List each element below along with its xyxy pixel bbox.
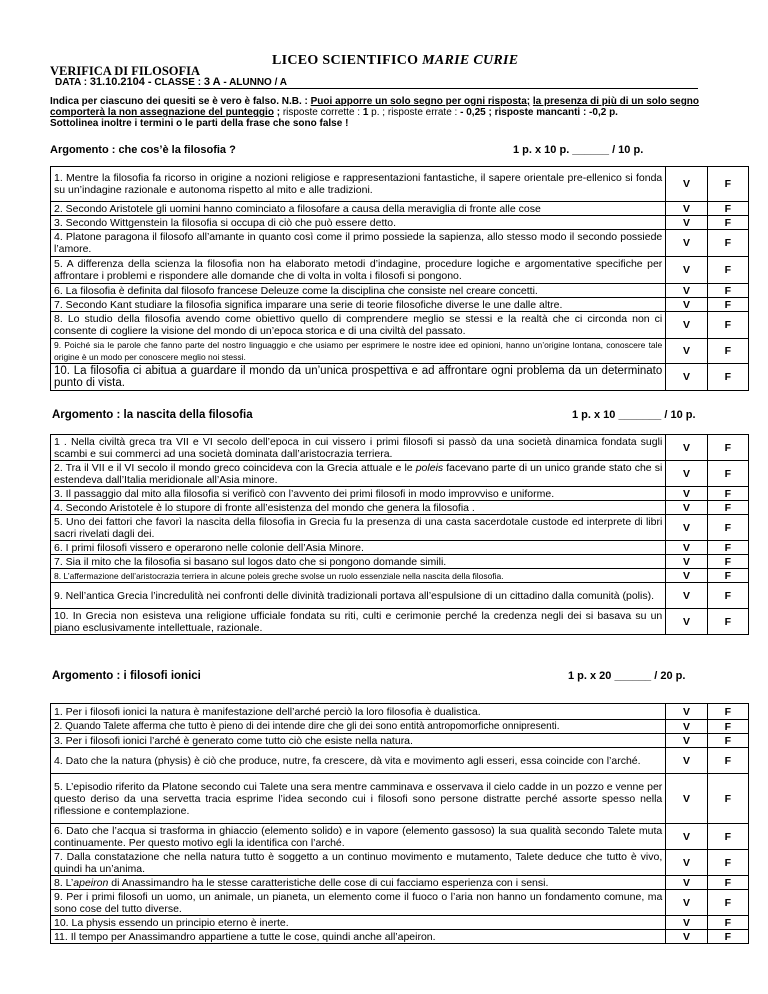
question-text: 3. Il passaggio dal mito alla filosofia si verificò con l’avvento dei primi filosofi in modo improvviso e uniforme. bbox=[51, 487, 666, 501]
question-table bbox=[50, 166, 749, 391]
false-option[interactable]: F bbox=[707, 583, 748, 609]
student-name-line[interactable] bbox=[188, 88, 698, 89]
question-text: 8. L’affermazione dell’aristocrazia terriera in alcune poleis greche svolse un ruolo essenziale nella nascita della filosofia. bbox=[51, 569, 666, 583]
false-option[interactable]: F bbox=[707, 167, 748, 202]
question-text: 11. Il tempo per Anassimandro appartiene a tutte le cose, quindi anche all’apeiron. bbox=[51, 930, 666, 944]
question-text: 10. La physis essendo un principio eterno è inerte. bbox=[51, 916, 666, 930]
true-option[interactable]: V bbox=[666, 298, 707, 312]
false-option[interactable]: F bbox=[707, 569, 748, 583]
false-option[interactable]: F bbox=[707, 930, 748, 944]
true-option[interactable]: V bbox=[666, 461, 707, 487]
section-title: Argomento : i filosofi ionici bbox=[52, 670, 201, 682]
false-option[interactable]: F bbox=[707, 435, 748, 461]
school-title: LICEO SCIENTIFICO MARIE CURIE bbox=[272, 53, 519, 68]
question-text: 10. La filosofia ci abitua a guardare il mondo da un’unica prospettiva e ad affrontare ogni problema da un determinato punto di vista. bbox=[51, 364, 666, 391]
true-option[interactable]: V bbox=[666, 734, 707, 748]
true-option[interactable]: V bbox=[666, 501, 707, 515]
true-option[interactable]: V bbox=[666, 555, 707, 569]
true-option[interactable]: V bbox=[666, 583, 707, 609]
false-option[interactable]: F bbox=[707, 461, 748, 487]
false-option[interactable]: F bbox=[707, 774, 748, 824]
question-text: 8. Lo studio della filosofia avendo come obiettivo quello di comprendere meglio se stessi e la realtà che ci circonda non ci consente di cogliere la visione del mondo di un’epoca storica e di una civiltà del passato. bbox=[51, 312, 666, 339]
question-text: 2. Secondo Aristotele gli uomini hanno cominciato a filosofare a causa della meraviglia di fronte alle cose bbox=[51, 202, 666, 216]
false-option[interactable]: F bbox=[707, 541, 748, 555]
section-title: Argomento : che cos’è la filosofia ? bbox=[50, 144, 236, 156]
true-option[interactable]: V bbox=[666, 569, 707, 583]
true-option[interactable]: V bbox=[666, 216, 707, 230]
false-option[interactable]: F bbox=[707, 916, 748, 930]
question-text: 5. A differenza della scienza la filosofia non ha elaborato metodi d’indagine, procedure logiche e argomentative specifiche per affrontare i problemi e rispondere alle domande che di volta in volta i filosofi si pongono. bbox=[51, 257, 666, 284]
question-text: 7. Sia il mito che la filosofia si basano sul logos dato che si pongono domande simili. bbox=[51, 555, 666, 569]
section-title: Argomento : la nascita della filosofia bbox=[52, 409, 253, 421]
false-option[interactable]: F bbox=[707, 487, 748, 501]
false-option[interactable]: F bbox=[707, 339, 748, 364]
false-option[interactable]: F bbox=[707, 364, 748, 391]
question-text: 4. Dato che la natura (physis) è ciò che produce, nutre, fa crescere, dà vita e movimento agli esseri, essa coincide con l’arché. bbox=[51, 748, 666, 774]
question-text: 1 . Nella civiltà greca tra VII e VI secolo dell’epoca in cui vissero i primi filosofi si passò da una società dinamica fondata sugli scambi e sui commerci ad una società dominata dall’aristocrazia terriera. bbox=[51, 435, 666, 461]
true-option[interactable]: V bbox=[666, 312, 707, 339]
school-name: MARIE CURIE bbox=[422, 53, 519, 68]
false-option[interactable]: F bbox=[707, 202, 748, 216]
question-text: 1. Mentre la filosofia fa ricorso in origine a nozioni religiose e rappresentazioni fantastiche, il sapere orientale pre-ellenico si fonda su un’indagine razionale e autonoma rispetto al mito e alle tradizioni. bbox=[51, 167, 666, 202]
false-option[interactable]: F bbox=[707, 824, 748, 850]
true-option[interactable]: V bbox=[666, 930, 707, 944]
true-option[interactable]: V bbox=[666, 435, 707, 461]
question-table bbox=[50, 703, 749, 944]
question-text: 5. L’episodio riferito da Platone secondo cui Talete una sera mentre camminava e osservava il cielo cadde in un pozzo e venne per questo deriso da una servetta tracia esprime l’idea secondo cui i filosofi sono persone distratte perché assorte spesso nella riflessione e contemplazione. bbox=[51, 774, 666, 824]
question-text: 1. Per i filosofi ionici la natura è manifestazione dell’arché perciò la loro filosofia è dualistica. bbox=[51, 704, 666, 720]
true-option[interactable]: V bbox=[666, 774, 707, 824]
false-option[interactable]: F bbox=[707, 609, 748, 635]
true-option[interactable]: V bbox=[666, 704, 707, 720]
true-option[interactable]: V bbox=[666, 257, 707, 284]
false-option[interactable]: F bbox=[707, 890, 748, 916]
instructions: Indica per ciascuno dei quesiti se è vero è falso. N.B. : Puoi apporre un solo segno per ogni risposta; la presenza di più di un solo segno comporterà la non assegnazione del punteggio ; risposte corrette : 1 p. ; risposte errate : - 0,25 ; risposte mancanti : -0,2 p. Sottolinea inoltre i termini o le parti della frase che sono false ! bbox=[50, 96, 700, 129]
false-option[interactable]: F bbox=[707, 501, 748, 515]
false-option[interactable]: F bbox=[707, 298, 748, 312]
false-option[interactable]: F bbox=[707, 555, 748, 569]
true-option[interactable]: V bbox=[666, 487, 707, 501]
section-score: 1 p. x 10 _______ / 10 p. bbox=[572, 409, 696, 421]
true-option[interactable]: V bbox=[666, 720, 707, 734]
true-option[interactable]: V bbox=[666, 824, 707, 850]
true-option[interactable]: V bbox=[666, 916, 707, 930]
question-text: 5. Uno dei fattori che favorì la nascita della filosofia in Grecia fu la presenza di una casta sacerdotale custode ed interprete di libri sacri rivelati dagli dei. bbox=[51, 515, 666, 541]
question-text: 9. Per i primi filosofi un uomo, un animale, un pianeta, un elemento come il fuoco o l’aria non hanno un fondamento comune, ma sono cose del tutto diverse. bbox=[51, 890, 666, 916]
true-option[interactable]: V bbox=[666, 284, 707, 298]
false-option[interactable]: F bbox=[707, 257, 748, 284]
question-text: 6. I primi filosofi vissero e operarono nelle colonie dell’Asia Minore. bbox=[51, 541, 666, 555]
false-option[interactable]: F bbox=[707, 850, 748, 876]
question-text: 6. Dato che l’acqua si trasforma in ghiaccio (elemento solido) e in vapore (elemento gassoso) la sua qualità secondo Talete muta continuamente. Per questo motivo egli la identifica con l’arché. bbox=[51, 824, 666, 850]
false-option[interactable]: F bbox=[707, 704, 748, 720]
true-option[interactable]: V bbox=[666, 890, 707, 916]
false-option[interactable]: F bbox=[707, 748, 748, 774]
false-option[interactable]: F bbox=[707, 284, 748, 298]
false-option[interactable]: F bbox=[707, 230, 748, 257]
question-text: 10. In Grecia non esisteva una religione ufficiale fondata su riti, culti e cerimonie perché la credenza negli dei si basava su un piano esclusivamente intellettuale, razionale. bbox=[51, 609, 666, 635]
true-option[interactable]: V bbox=[666, 364, 707, 391]
question-text: 7. Secondo Kant studiare la filosofia significa imparare una serie di teorie filosofiche diverse le une dalle altre. bbox=[51, 298, 666, 312]
test-title: VERIFICA DI FILOSOFIA bbox=[50, 64, 201, 78]
true-option[interactable]: V bbox=[666, 748, 707, 774]
false-option[interactable]: F bbox=[707, 734, 748, 748]
false-option[interactable]: F bbox=[707, 515, 748, 541]
section-score: 1 p. x 10 p. ______ / 10 p. bbox=[513, 144, 644, 156]
question-text: 8. L’apeiron di Anassimandro ha le stesse caratteristiche delle cose di cui facciamo esperienza con i sensi. bbox=[51, 876, 666, 890]
question-table bbox=[50, 434, 749, 635]
section-score: 1 p. x 20 ______ / 20 p. bbox=[568, 670, 686, 682]
question-text: 4. Secondo Aristotele è lo stupore di fronte all’esistenza del mondo che genera la filosofia . bbox=[51, 501, 666, 515]
false-option[interactable]: F bbox=[707, 216, 748, 230]
question-text: 2. Tra il VII e il VI secolo il mondo greco coincideva con la Grecia attuale e le poleis facevano parte di un unico grande stato che si estendeva dall’Italia meridionale all’Asia minore. bbox=[51, 461, 666, 487]
true-option[interactable]: V bbox=[666, 541, 707, 555]
true-option[interactable]: V bbox=[666, 515, 707, 541]
question-text: 2. Quando Talete afferma che tutto è pieno di dei intende dire che gli dei sono entità antropomorfiche onnipresenti. bbox=[51, 720, 666, 734]
question-text: 4. Platone paragona il filosofo all’amante in quanto così come il primo possiede la sapienza, allo stesso modo il secondo possiede l’amore. bbox=[51, 230, 666, 257]
false-option[interactable]: F bbox=[707, 312, 748, 339]
true-option[interactable]: V bbox=[666, 339, 707, 364]
true-option[interactable]: V bbox=[666, 876, 707, 890]
question-text: 7. Dalla constatazione che nella natura tutto è soggetto a un continuo movimento e mutamento, Talete deduce che tutto è vivo, quindi ha un’anima. bbox=[51, 850, 666, 876]
true-option[interactable]: V bbox=[666, 202, 707, 216]
true-option[interactable]: V bbox=[666, 850, 707, 876]
question-text: 3. Per i filosofi ionici l’arché è generato come tutto ciò che esiste nella natura. bbox=[51, 734, 666, 748]
question-text: 9. Poiché sia le parole che fanno parte del nostro linguaggio e che usiamo per esprimere le nostre idee ed opinioni, hanno un’origine lontana, conoscere tale origine è un modo per conoscere meglio noi stessi. bbox=[51, 339, 666, 364]
false-option[interactable]: F bbox=[707, 720, 748, 734]
true-option[interactable]: V bbox=[666, 167, 707, 202]
false-option[interactable]: F bbox=[707, 876, 748, 890]
data-line: DATA : 31.10.2104 - CLASSE : 3 A - ALUNNO / A bbox=[55, 76, 288, 88]
question-text: 9. Nell’antica Grecia l’incredulità nei confronti delle divinità tradizionali portava all’espulsione di un cittadino dalla comunità (polis). bbox=[51, 583, 666, 609]
question-text: 3. Secondo Wittgenstein la filosofia si occupa di ciò che può essere detto. bbox=[51, 216, 666, 230]
question-text: 6. La filosofia è definita dal filosofo francese Deleuze come la disciplina che consiste nel creare concetti. bbox=[51, 284, 666, 298]
true-option[interactable]: V bbox=[666, 609, 707, 635]
true-option[interactable]: V bbox=[666, 230, 707, 257]
